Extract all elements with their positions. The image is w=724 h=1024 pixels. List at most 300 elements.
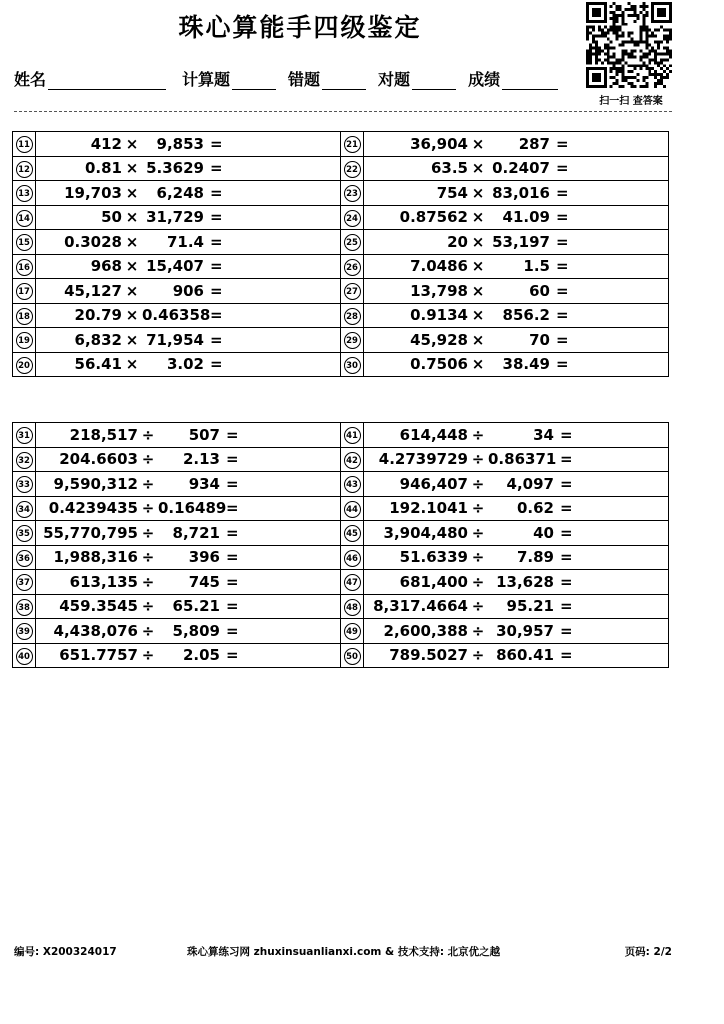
equals-sign: = [556, 208, 569, 227]
equals-sign: = [226, 523, 239, 542]
operand-b: 507 [188, 425, 220, 444]
right-blank[interactable] [412, 71, 456, 90]
operator: ÷ [471, 646, 485, 665]
operand-a: 20.79 [74, 306, 122, 325]
operand-a: 45,127 [64, 281, 122, 300]
operand-b: 8,721 [172, 523, 220, 542]
operand-b: 6,248 [156, 183, 204, 202]
equals-sign: = [560, 621, 573, 640]
problem-expression[interactable] [364, 570, 669, 595]
operand-b: 0.2407 [492, 159, 550, 178]
problem-number-cell [13, 303, 36, 328]
equals-sign: = [226, 474, 239, 493]
problem-number: 29 [344, 332, 361, 349]
calc-field [182, 67, 288, 90]
expression-wrap [36, 135, 340, 153]
problem-number: 38 [16, 599, 33, 616]
problem-number-cell [341, 447, 364, 472]
problem-number-cell [13, 328, 36, 353]
problem-number-cell [341, 303, 364, 328]
operator: ÷ [471, 621, 485, 640]
problem-number-cell [13, 521, 36, 546]
operator: ÷ [471, 523, 485, 542]
operator: × [125, 159, 139, 178]
table-row [13, 279, 669, 304]
table-row [13, 472, 669, 497]
operand-b: 5.3629 [146, 159, 204, 178]
problem-expression[interactable] [36, 423, 341, 448]
operand-a: 8,317.4664 [373, 597, 468, 616]
problem-number-cell [13, 496, 36, 521]
expression-wrap [36, 159, 340, 177]
expression-wrap [364, 450, 668, 468]
equals-sign: = [210, 330, 223, 349]
problem-expression[interactable] [36, 205, 341, 230]
problem-number-cell [13, 447, 36, 472]
operator: × [471, 183, 485, 202]
problem-number: 32 [16, 452, 33, 469]
operand-b: 7.89 [516, 548, 554, 567]
problem-expression[interactable] [36, 521, 341, 546]
operand-b: 0.46358 [142, 306, 211, 325]
operand-a: 2,600,388 [383, 621, 468, 640]
expression-wrap [36, 355, 340, 373]
equals-sign: = [210, 306, 223, 325]
operator: ÷ [471, 597, 485, 616]
operand-b: 3.02 [166, 355, 204, 374]
operator: ÷ [141, 425, 155, 444]
expression-wrap [36, 331, 340, 349]
expression-wrap [364, 475, 668, 493]
operand-a: 4,438,076 [53, 621, 138, 640]
operator: × [471, 134, 485, 153]
problem-expression[interactable] [36, 254, 341, 279]
equals-sign: = [560, 523, 573, 542]
problem-number-cell [341, 619, 364, 644]
problem-expression[interactable] [36, 303, 341, 328]
problem-number-cell [13, 279, 36, 304]
problem-expression[interactable] [364, 254, 669, 279]
problem-expression[interactable] [364, 181, 669, 206]
operand-a: 20 [447, 232, 468, 251]
operator: ÷ [141, 499, 155, 518]
problem-number: 35 [16, 525, 33, 542]
expression-wrap [36, 257, 340, 275]
operator: × [471, 330, 485, 349]
operator: × [471, 355, 485, 374]
problem-number-cell [13, 643, 36, 668]
operand-a: 19,703 [64, 183, 122, 202]
table-row [13, 352, 669, 377]
operand-b: 9,853 [156, 134, 204, 153]
equals-sign: = [556, 355, 569, 374]
table-row [13, 619, 669, 644]
equals-sign: = [560, 474, 573, 493]
problem-expression[interactable] [36, 496, 341, 521]
problem-number-cell [341, 570, 364, 595]
operand-b: 40 [533, 523, 554, 542]
problem-expression[interactable] [364, 594, 669, 619]
problem-number-cell [341, 472, 364, 497]
equals-sign: = [210, 232, 223, 251]
operator: ÷ [471, 474, 485, 493]
operator: ÷ [141, 548, 155, 567]
problem-number: 31 [16, 427, 33, 444]
problem-number: 22 [344, 161, 361, 178]
qr-caption: 扫一扫 查答案 [599, 96, 663, 107]
expression-wrap [364, 426, 668, 444]
problem-expression[interactable] [364, 496, 669, 521]
operand-a: 204.6603 [59, 450, 138, 469]
expression-wrap [36, 450, 340, 468]
operator: ÷ [471, 425, 485, 444]
operand-b: 4,097 [506, 474, 554, 493]
problem-expression[interactable] [36, 545, 341, 570]
problem-expression[interactable] [36, 132, 341, 157]
expression-wrap [364, 184, 668, 202]
right-label: 对题 [378, 70, 411, 89]
operator: ÷ [141, 450, 155, 469]
problem-number: 25 [344, 234, 361, 251]
equals-sign: = [556, 232, 569, 251]
operand-a: 36,904 [410, 134, 468, 153]
problem-number: 45 [344, 525, 361, 542]
expression-wrap [36, 499, 340, 517]
problem-expression[interactable] [364, 303, 669, 328]
problem-expression[interactable] [364, 521, 669, 546]
name-field [14, 67, 182, 90]
problem-expression[interactable] [36, 328, 341, 353]
expression-wrap [364, 257, 668, 275]
problem-expression[interactable] [36, 594, 341, 619]
expression-wrap [36, 646, 340, 664]
problem-expression[interactable] [364, 619, 669, 644]
operand-b: 396 [188, 548, 220, 567]
problem-expression[interactable] [36, 279, 341, 304]
problem-number-cell [341, 545, 364, 570]
problem-number: 37 [16, 574, 33, 591]
operator: ÷ [471, 548, 485, 567]
operand-b: 41.09 [502, 208, 550, 227]
footer-credit: 珠心算练习网 zhuxinsuanlianxi.com & 技术支持: 北京优之越 [187, 946, 501, 958]
problem-number-cell [13, 230, 36, 255]
operand-a: 7.0486 [410, 257, 468, 276]
problem-expression[interactable] [36, 181, 341, 206]
problem-number: 21 [344, 136, 361, 153]
operand-b: 71,954 [146, 330, 204, 349]
calc-blank[interactable] [232, 71, 276, 90]
operand-b: 0.62 [516, 499, 554, 518]
operator: × [471, 257, 485, 276]
problem-expression[interactable] [36, 472, 341, 497]
problem-number: 18 [16, 308, 33, 325]
table-row [13, 423, 669, 448]
table-row [13, 205, 669, 230]
table-row [13, 181, 669, 206]
equals-sign: = [210, 208, 223, 227]
operand-a: 45,928 [410, 330, 468, 349]
expression-wrap [364, 306, 668, 324]
expression-wrap [364, 573, 668, 591]
operand-a: 192.1041 [389, 499, 468, 518]
operator: × [125, 183, 139, 202]
problem-number: 15 [16, 234, 33, 251]
equals-sign: = [226, 425, 239, 444]
operator: ÷ [141, 572, 155, 591]
operand-b: 745 [188, 572, 220, 591]
operand-b: 1.5 [523, 257, 550, 276]
operand-a: 55,770,795 [43, 523, 138, 542]
operator: ÷ [141, 597, 155, 616]
table-row [13, 496, 669, 521]
operand-a: 4.2739729 [378, 450, 468, 469]
equals-sign: = [560, 597, 573, 616]
problem-number-cell [341, 205, 364, 230]
problem-expression[interactable] [36, 643, 341, 668]
equals-sign: = [226, 572, 239, 591]
expression-wrap [36, 426, 340, 444]
wrong-field [288, 67, 378, 90]
problem-expression[interactable] [364, 205, 669, 230]
equals-sign: = [210, 159, 223, 178]
equals-sign: = [560, 425, 573, 444]
problem-expression[interactable] [36, 447, 341, 472]
expression-wrap [364, 524, 668, 542]
equals-sign: = [210, 355, 223, 374]
operand-b: 95.21 [506, 597, 554, 616]
operator: × [471, 159, 485, 178]
problem-number-cell [13, 156, 36, 181]
operand-a: 0.9134 [410, 306, 468, 325]
problem-expression[interactable] [364, 352, 669, 377]
problem-number: 17 [16, 283, 33, 300]
operand-a: 0.4239435 [48, 499, 138, 518]
operator: ÷ [141, 523, 155, 542]
equals-sign: = [560, 646, 573, 665]
equals-sign: = [226, 548, 239, 567]
problem-number: 26 [344, 259, 361, 276]
operand-b: 15,407 [146, 257, 204, 276]
problem-expression[interactable] [364, 472, 669, 497]
expression-wrap [36, 208, 340, 226]
problem-number: 43 [344, 476, 361, 493]
problem-expression[interactable] [36, 619, 341, 644]
operator: × [125, 281, 139, 300]
operand-b: 53,197 [492, 232, 550, 251]
problem-number-cell [341, 594, 364, 619]
operand-a: 3,904,480 [383, 523, 468, 542]
problem-expression[interactable] [364, 643, 669, 668]
expression-wrap [36, 306, 340, 324]
expression-wrap [36, 184, 340, 202]
equals-sign: = [556, 330, 569, 349]
serial-number: 编号: X200324017 [14, 946, 117, 958]
expression-wrap [36, 475, 340, 493]
problem-number: 30 [344, 357, 361, 374]
problem-number-cell [341, 496, 364, 521]
operator: × [471, 232, 485, 251]
problem-expression[interactable] [36, 570, 341, 595]
problem-number-cell [341, 352, 364, 377]
table-row [13, 521, 669, 546]
operand-b: 934 [188, 474, 220, 493]
problem-number: 41 [344, 427, 361, 444]
problem-number-cell [13, 594, 36, 619]
page-number: 页码: 2/2 [624, 946, 672, 958]
problem-expression[interactable] [364, 545, 669, 570]
operand-a: 789.5027 [389, 646, 468, 665]
operator: ÷ [141, 474, 155, 493]
table-row [13, 303, 669, 328]
operator: ÷ [471, 450, 485, 469]
expression-wrap [36, 573, 340, 591]
operand-a: 651.7757 [59, 646, 138, 665]
problem-expression[interactable] [364, 328, 669, 353]
expression-wrap [364, 597, 668, 615]
problem-number: 46 [344, 550, 361, 567]
problem-expression[interactable] [364, 230, 669, 255]
operand-a: 0.3028 [64, 232, 122, 251]
problem-expression[interactable] [364, 132, 669, 157]
equals-sign: = [556, 281, 569, 300]
score-label: 成绩 [468, 70, 501, 89]
score-field [468, 67, 558, 90]
expression-wrap [36, 524, 340, 542]
problem-number: 39 [16, 623, 33, 640]
operand-a: 459.3545 [59, 597, 138, 616]
table-row [13, 230, 669, 255]
table-row [13, 570, 669, 595]
problem-number-cell [13, 205, 36, 230]
division-table [12, 422, 669, 668]
problem-number-cell [341, 230, 364, 255]
equals-sign: = [226, 499, 239, 518]
expression-wrap [364, 355, 668, 373]
problem-expression[interactable] [36, 156, 341, 181]
problem-expression[interactable] [364, 156, 669, 181]
table-row [13, 447, 669, 472]
problem-number: 48 [344, 599, 361, 616]
operand-a: 6,832 [74, 330, 122, 349]
problem-expression[interactable] [36, 352, 341, 377]
problem-number: 16 [16, 259, 33, 276]
operand-a: 218,517 [69, 425, 138, 444]
problem-number: 44 [344, 501, 361, 518]
operand-a: 9,590,312 [53, 474, 138, 493]
operator: ÷ [471, 572, 485, 591]
operand-a: 56.41 [74, 355, 122, 374]
problem-number-cell [13, 423, 36, 448]
table-row [13, 254, 669, 279]
expression-wrap [364, 135, 668, 153]
problem-number-cell [341, 279, 364, 304]
operand-b: 0.86371 [488, 450, 557, 469]
operator: × [125, 208, 139, 227]
problem-number: 14 [16, 210, 33, 227]
expression-wrap [364, 622, 668, 640]
page-title: 珠心算能手四级鉴定 [178, 13, 422, 42]
problem-expression[interactable] [364, 423, 669, 448]
operand-b: 13,628 [496, 572, 554, 591]
operand-a: 681,400 [399, 572, 468, 591]
equals-sign: = [210, 134, 223, 153]
expression-wrap [364, 499, 668, 517]
equals-sign: = [556, 183, 569, 202]
right-field [378, 67, 468, 90]
problem-expression[interactable] [36, 230, 341, 255]
operand-b: 906 [172, 281, 204, 300]
problem-number-cell [341, 132, 364, 157]
problem-number: 11 [16, 136, 33, 153]
problem-number: 23 [344, 185, 361, 202]
operand-b: 30,957 [496, 621, 554, 640]
operator: × [471, 281, 485, 300]
equals-sign: = [556, 306, 569, 325]
score-blank[interactable] [502, 71, 558, 90]
table-row [13, 594, 669, 619]
equals-sign: = [556, 134, 569, 153]
wrong-blank[interactable] [322, 71, 366, 90]
expression-wrap [364, 159, 668, 177]
operand-a: 1,988,316 [53, 548, 138, 567]
qr-code-icon [586, 2, 672, 88]
problem-number-cell [341, 254, 364, 279]
equals-sign: = [226, 597, 239, 616]
operand-b: 70 [529, 330, 550, 349]
name-blank[interactable] [48, 71, 166, 90]
problem-number: 24 [344, 210, 361, 227]
operand-b: 83,016 [492, 183, 550, 202]
expression-wrap [364, 282, 668, 300]
operand-b: 860.41 [496, 646, 554, 665]
problem-number: 50 [344, 648, 361, 665]
problem-number-cell [13, 570, 36, 595]
problem-number-cell [341, 156, 364, 181]
expression-wrap [364, 331, 668, 349]
student-info-row [14, 66, 558, 90]
table-row [13, 132, 669, 157]
problem-number-cell [13, 132, 36, 157]
table-row [13, 643, 669, 668]
calc-label: 计算题 [182, 70, 231, 89]
expression-wrap [364, 208, 668, 226]
problem-number-cell [13, 545, 36, 570]
problem-expression[interactable] [364, 279, 669, 304]
problem-number-cell [341, 521, 364, 546]
operator: × [471, 208, 485, 227]
multiplication-table [12, 131, 669, 377]
operand-a: 51.6339 [399, 548, 468, 567]
operand-a: 946,407 [399, 474, 468, 493]
equals-sign: = [226, 646, 239, 665]
expression-wrap [36, 622, 340, 640]
table-row [13, 156, 669, 181]
problem-expression[interactable] [364, 447, 669, 472]
problem-number-cell [13, 254, 36, 279]
expression-wrap [364, 233, 668, 251]
equals-sign: = [210, 281, 223, 300]
equals-sign: = [226, 450, 239, 469]
operator: × [125, 355, 139, 374]
expression-wrap [364, 646, 668, 664]
equals-sign: = [556, 257, 569, 276]
equals-sign: = [226, 621, 239, 640]
problem-number: 19 [16, 332, 33, 349]
equals-sign: = [560, 548, 573, 567]
equals-sign: = [210, 257, 223, 276]
operand-b: 5,809 [172, 621, 220, 640]
problem-number-cell [341, 423, 364, 448]
